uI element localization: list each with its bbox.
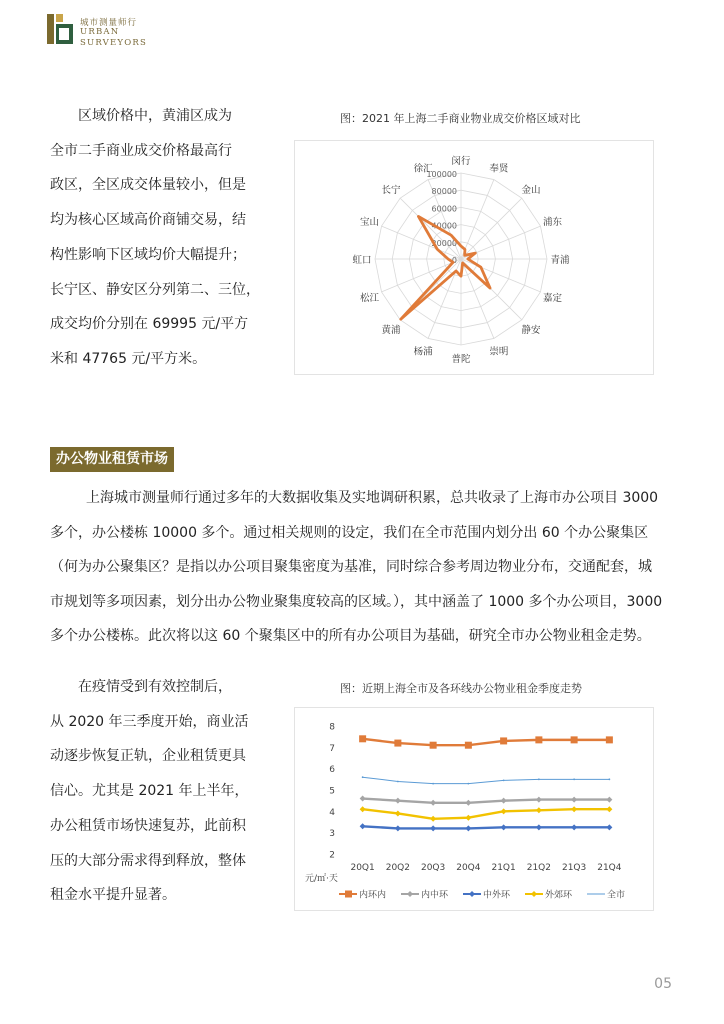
series-line-全市	[363, 777, 610, 783]
data-point	[430, 816, 436, 822]
logo-en-line2: SURVEYORS	[80, 38, 148, 48]
data-point	[571, 806, 577, 812]
data-point	[503, 780, 505, 782]
radar-chart-caption: 图：2021 年上海二手商业物业成交价格区域对比	[340, 112, 581, 125]
y-axis-unit-label: 元/㎡·天	[305, 874, 338, 884]
x-tick-label: 20Q2	[385, 863, 411, 873]
data-point	[606, 736, 613, 743]
radar-tick-label: 100000	[426, 170, 457, 179]
legend-label: 全市	[607, 890, 626, 901]
legend-marker	[469, 891, 475, 897]
y-tick-label: 6	[329, 765, 335, 776]
logo-mark-icon	[47, 14, 73, 44]
radar-category-label: 杨浦	[413, 346, 433, 358]
data-point	[465, 815, 471, 821]
paragraph-district-prices	[50, 99, 265, 377]
text-line: 均为核心区域高价商铺交易，结	[50, 212, 246, 229]
text-line: 办公租赁市场快速复苏，此前积	[50, 817, 246, 834]
company-logo	[47, 14, 157, 50]
text-line: （何为办公聚集区？是指以办公项目聚集密度为基准，同时综合参考周边物业分布，交通配套，城	[50, 559, 652, 575]
radar-category-label: 金山	[521, 184, 541, 196]
text-line: 上海城市测量师行通过多年的大数据收集及实地调研积累，总共收录了上海市办公项目 3000	[86, 490, 659, 506]
data-point	[362, 776, 364, 778]
page-number: 05	[654, 976, 672, 992]
data-point	[500, 737, 507, 744]
data-point	[430, 825, 436, 831]
text-line: 政区，全区成交体量较小，但是	[50, 177, 246, 194]
data-point	[571, 736, 578, 743]
y-tick-label: 4	[329, 807, 335, 818]
radar-tick-label: 40000	[431, 221, 457, 231]
data-point	[536, 797, 542, 803]
radar-category-label: 普陀	[451, 354, 471, 365]
text-line: 多个，办公楼栋 10000 多个。通过相关规则的设定，我们在全市范围内划分出 60 个办公聚集区	[50, 524, 649, 541]
data-point	[606, 824, 612, 830]
text-line: 米和 47765 元/平方米。	[50, 350, 207, 367]
data-point	[536, 807, 542, 813]
legend-marker	[345, 891, 352, 898]
text-line: 多个办公楼栋。此次将以这 60 个聚集区中的所有办公项目为基础，研究全市办公物业租金走势。	[50, 628, 651, 644]
data-point	[501, 798, 507, 804]
data-point	[394, 740, 401, 747]
data-point	[432, 783, 434, 785]
radar-category-label: 长宁	[381, 184, 401, 196]
text-line: 压的大部分需求得到释放，整体	[50, 852, 246, 869]
data-point	[360, 796, 366, 802]
radar-category-label: 徐汇	[413, 163, 433, 175]
data-point	[467, 783, 469, 785]
radar-category-label: 浦东	[542, 217, 562, 229]
data-point	[360, 806, 366, 812]
data-point	[430, 742, 437, 749]
text-line: 从 2020 年三季度开始，商业活	[50, 713, 249, 730]
radar-category-label: 宝山	[360, 217, 380, 229]
legend-marker	[407, 891, 413, 897]
text-line: 构性影响下区域均价大幅提升；	[50, 246, 246, 263]
section-title-office-leasing: 办公物业租赁市场	[50, 447, 174, 472]
logo-cn-text: 城市测量师行	[80, 18, 138, 28]
legend-label: 中外环	[483, 890, 511, 901]
legend-label: 外郊环	[545, 890, 573, 901]
radar-chart	[295, 141, 653, 374]
data-point	[535, 736, 542, 743]
text-line: 全市二手商业成交价格最高行	[50, 142, 232, 159]
paragraph-office-intro	[50, 481, 672, 654]
y-tick-label: 2	[329, 850, 335, 861]
radar-category-label: 崇明	[489, 346, 509, 358]
radar-category-label: 黄浦	[381, 325, 401, 337]
logo-en-line1: URBAN	[80, 27, 120, 37]
data-point	[606, 806, 612, 812]
radar-category-label: 嘉定	[542, 292, 562, 304]
text-line: 动逐步恢复正轨，企业租赁更具	[50, 748, 246, 765]
data-point	[395, 810, 401, 816]
data-point	[360, 823, 366, 829]
legend-marker	[531, 891, 537, 897]
legend-label: 内环内	[359, 890, 387, 901]
data-point	[501, 808, 507, 814]
data-point	[501, 824, 507, 830]
x-tick-label: 20Q1	[350, 863, 375, 873]
text-line: 区域价格中，黄浦区成为	[78, 108, 232, 124]
y-tick-label: 8	[329, 722, 335, 733]
radar-chart-container	[294, 140, 654, 375]
radar-tick-label: 60000	[431, 204, 457, 214]
paragraph-recovery	[50, 670, 265, 913]
data-point	[608, 778, 610, 780]
data-point	[430, 800, 436, 806]
y-tick-label: 7	[329, 743, 335, 754]
x-tick-label: 21Q2	[526, 863, 552, 873]
text-line: 长宁区、静安区分列第二、三位，	[50, 281, 260, 298]
data-point	[359, 735, 366, 742]
data-point	[571, 824, 577, 830]
radar-category-label: 松江	[360, 292, 380, 304]
text-line: 租金水平提升显著。	[50, 887, 176, 904]
radar-data-series	[401, 216, 490, 319]
line-chart-container	[294, 707, 654, 911]
radar-tick-label: 80000	[431, 187, 457, 197]
x-tick-label: 20Q3	[420, 863, 446, 873]
radar-tick-label: 20000	[431, 238, 457, 248]
radar-category-label: 奉贤	[489, 163, 509, 175]
data-point	[465, 825, 471, 831]
x-tick-label: 21Q1	[491, 863, 516, 873]
line-chart-caption: 图：近期上海全市及各环线办公物业租金季度走势	[340, 682, 582, 695]
radar-category-label: 闵行	[451, 156, 471, 167]
radar-tick-label: 0	[451, 256, 457, 265]
data-point	[395, 798, 401, 804]
radar-category-label: 虹口	[352, 255, 372, 266]
x-tick-label: 21Q3	[561, 863, 587, 873]
line-chart	[295, 708, 653, 910]
y-tick-label: 3	[329, 829, 335, 840]
data-point	[536, 824, 542, 830]
radar-category-label: 静安	[521, 325, 541, 337]
data-point	[573, 778, 575, 780]
data-point	[538, 778, 540, 780]
legend-label: 内中环	[421, 890, 449, 901]
data-point	[465, 800, 471, 806]
radar-spoke	[461, 198, 522, 259]
y-tick-label: 5	[329, 786, 335, 797]
text-line: 在疫情受到有效控制后，	[78, 679, 232, 695]
x-tick-label: 20Q4	[456, 863, 481, 873]
text-line: 成交均价分别在 69995 元/平方	[50, 316, 249, 333]
text-line: 信心。尤其是 2021 年上半年，	[50, 783, 249, 800]
text-line: 市规划等多项因素，划分出办公物业聚集度较高的区域。），其中涵盖了 1000 多个办公项目，3000	[50, 593, 663, 610]
radar-category-label: 青浦	[550, 255, 570, 266]
data-point	[606, 797, 612, 803]
data-point	[571, 797, 577, 803]
data-point	[465, 742, 472, 749]
data-point	[397, 781, 399, 783]
data-point	[395, 825, 401, 831]
x-tick-label: 21Q4	[597, 863, 622, 873]
